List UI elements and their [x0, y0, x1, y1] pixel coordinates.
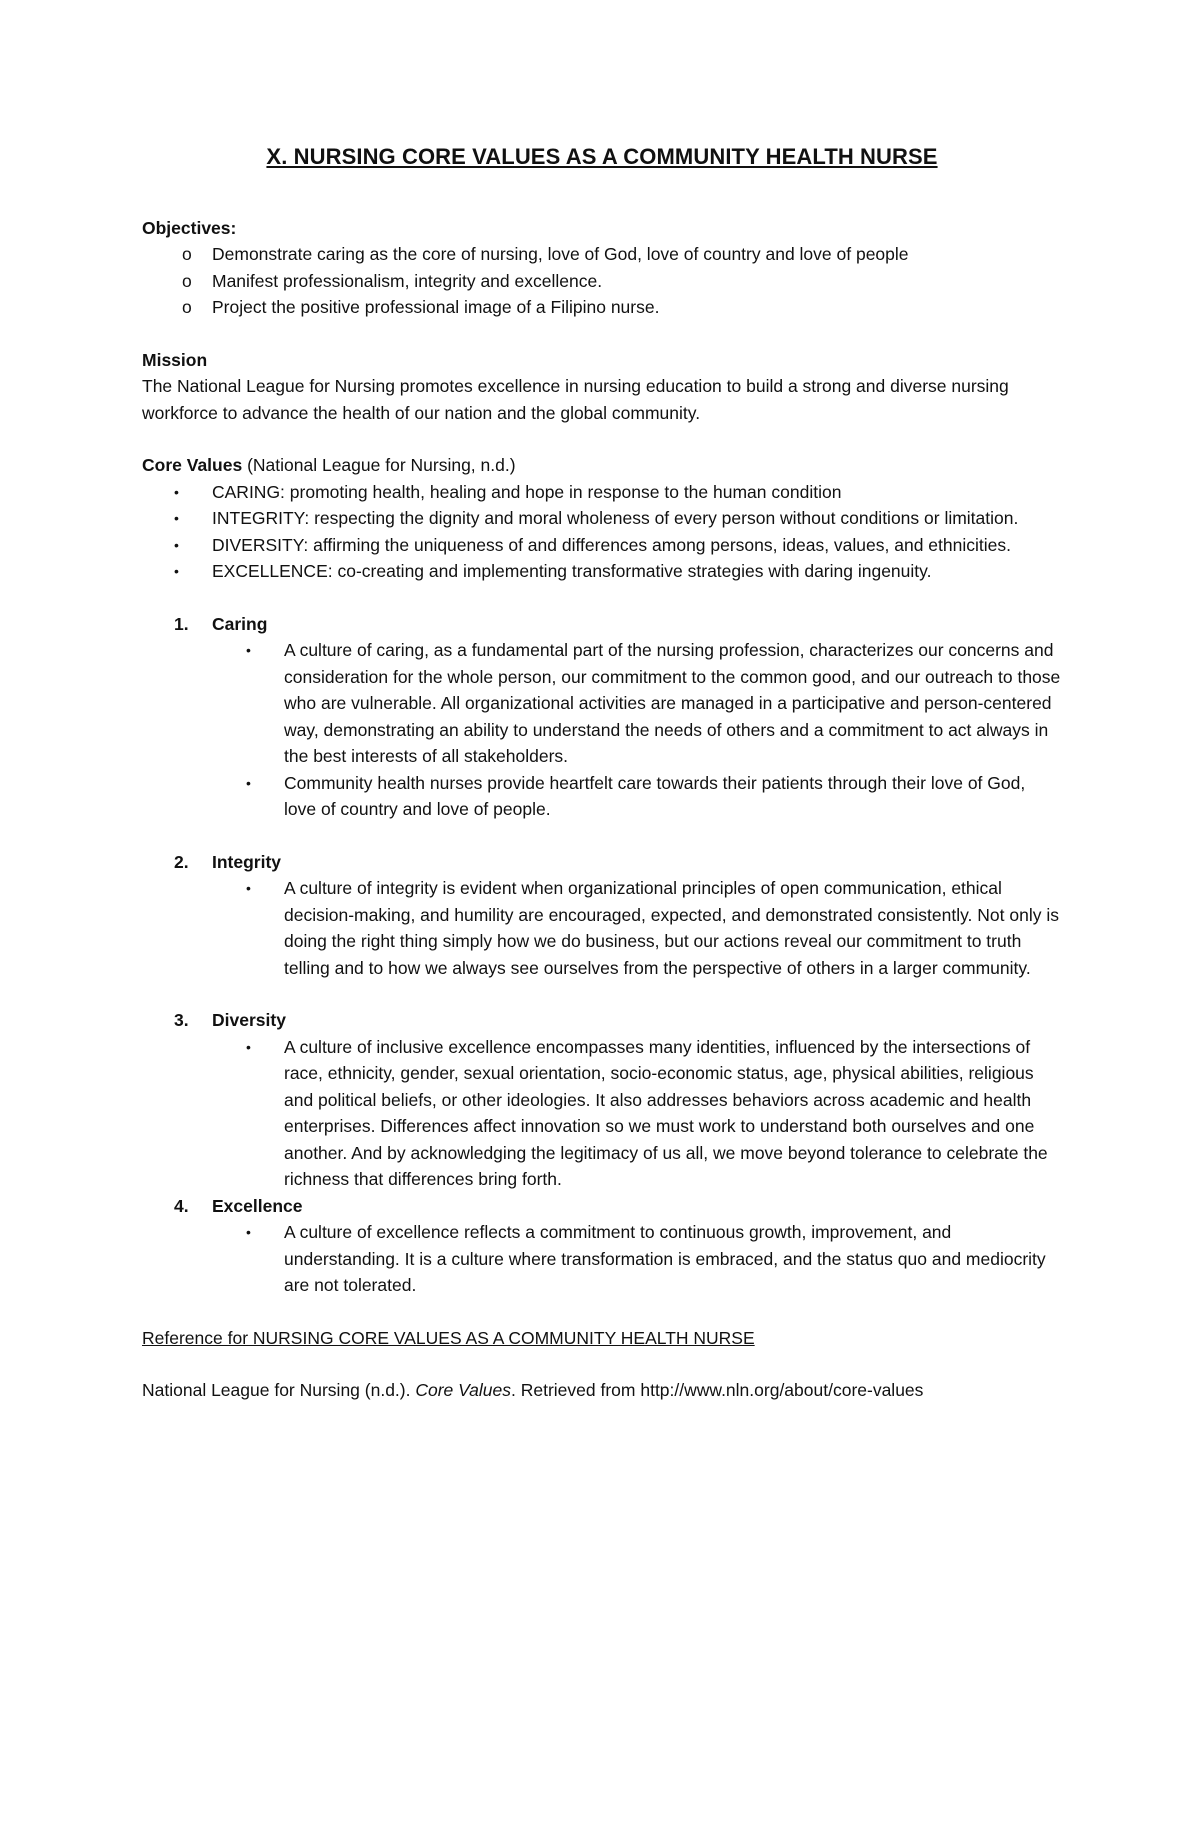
objectives-heading: Objectives: — [142, 217, 237, 238]
bullet-icon: • — [174, 510, 179, 526]
section-integrity — [142, 849, 1062, 982]
section-bullet: • A culture of excellence reflects a commitment to continuous growth, improvement, and understanding. It is a culture where transformation is embraced, and the status quo and mediocrity are not tolerated. — [142, 1219, 1062, 1299]
core-values-heading: Core Values (National League for Nursing, n.d.) — [142, 455, 516, 475]
reference-heading: Reference for NURSING CORE VALUES AS A COMMUNITY HEALTH NURSE — [142, 1327, 755, 1348]
section-bullet: • A culture of integrity is evident when organizational principles of open communication, ethical decision-making, and humility are encouraged, expected, and demonstrated consistently. Not only is doing the right thing simply how we do business, but our actions reveal our commitment to truth telling and to how we always see ourselves from the perspective of others in a larger community. — [142, 875, 1062, 981]
core-values-list — [142, 479, 1062, 585]
section-bullet: • Community health nurses provide heartfelt care towards their patients through their love of God, love of country and love of people. — [142, 770, 1062, 823]
bullet-icon: • — [246, 1224, 251, 1240]
objective-item: o Manifest professionalism, integrity and excellence. — [142, 268, 1062, 295]
mission-text: The National League for Nursing promotes excellence in nursing education to build a strong and diverse nursing workforce to advance the health of our nation and the global community. — [142, 376, 1009, 423]
section-number: 4. — [174, 1195, 189, 1216]
objectives-list — [142, 241, 1062, 321]
list-marker: o — [182, 244, 192, 264]
reference-entry: National League for Nursing (n.d.). Core Values. Retrieved from http://www.nln.org/about/core-values — [142, 1380, 924, 1400]
section-title: Excellence — [212, 1195, 303, 1216]
sections-list — [142, 611, 1062, 1299]
section-number: 2. — [174, 851, 189, 872]
list-marker: o — [182, 270, 192, 291]
section-bullet: • A culture of caring, as a fundamental part of the nursing profession, characterizes our concerns and consideration for the whole person, our commitment to the common good, and our outreach to those who are vulnerable. All organizational activities are managed in a participative and person-centered way, demonstrating an ability to understand the needs of others and a commitment to act always in the best interests of all stakeholders. — [142, 637, 1062, 770]
core-value-item: • CARING: promoting health, healing and hope in response to the human condition — [142, 479, 1062, 506]
section-bullet: • A culture of inclusive excellence encompasses many identities, influenced by the intersections of race, ethnicity, gender, sexual orientation, socio-economic status, age, physical abilities, religious and political beliefs, or other ideologies. It also addresses behaviors across academic and health enterprises. Differences affect innovation so we must work to understand both ourselves and one another. And by acknowledging the legitimacy of us all, we move beyond tolerance to celebrate the richness that differences bring forth. — [142, 1034, 1062, 1193]
section-title: Integrity — [212, 851, 282, 872]
bullet-icon: • — [174, 483, 179, 500]
section-title: Caring — [212, 613, 268, 634]
core-value-item: • EXCELLENCE: co-creating and implementing transformative strategies with daring ingenuity. — [142, 558, 1062, 585]
core-value-item: • INTEGRITY: respecting the dignity and moral wholeness of every person without conditions or limitation. — [142, 505, 1062, 532]
bullet-icon: • — [174, 563, 179, 579]
section-caring — [142, 611, 1062, 823]
section-diversity — [142, 1007, 1062, 1193]
section-number: 1. — [174, 613, 189, 634]
objective-item: o Demonstrate caring as the core of nursing, love of God, love of country and love of people — [142, 241, 1062, 268]
list-marker: o — [182, 297, 192, 317]
section-title: Diversity — [212, 1010, 286, 1030]
section-number: 3. — [174, 1010, 189, 1030]
bullet-icon: • — [246, 880, 251, 896]
bullet-icon: • — [246, 642, 251, 658]
document-title: X. NURSING CORE VALUES AS A COMMUNITY HEALTH NURSE — [266, 144, 938, 169]
section-excellence — [142, 1193, 1062, 1299]
bullet-icon: • — [246, 774, 251, 791]
bullet-icon: • — [174, 536, 179, 553]
bullet-icon: • — [246, 1038, 251, 1055]
core-value-item: • DIVERSITY: affirming the uniqueness of and differences among persons, ideas, values, and ethnicities. — [142, 532, 1062, 559]
mission-heading: Mission — [142, 349, 208, 370]
objective-item: o Project the positive professional image of a Filipino nurse. — [142, 294, 1062, 321]
